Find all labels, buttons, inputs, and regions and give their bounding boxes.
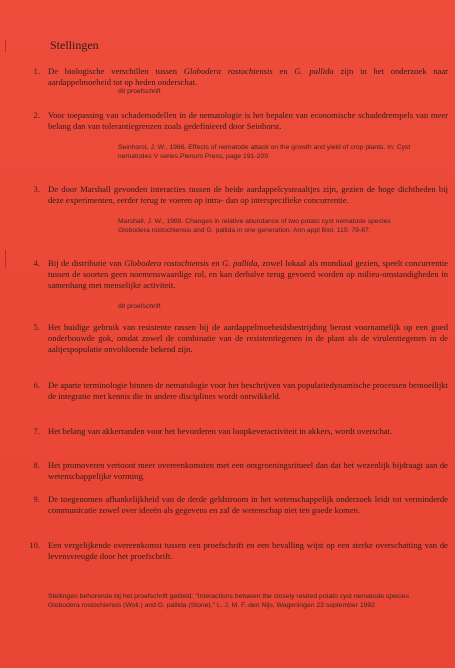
statement-segment: en bbox=[272, 66, 295, 76]
species-name: G. pallida bbox=[222, 258, 258, 268]
statement-segment: De biologische verschillen tussen bbox=[48, 66, 184, 76]
statement-reference: Marshall, J. W., 1989. Changes in relative abundance of two potato cyst nematode species Globodera rostochiensis and G. pallida in one generation. Ann appl Biol. 115: 79-87. bbox=[118, 218, 391, 234]
statement-segment: Het promoveren vertoont meer overeenkomsten met een ontgroeningsritueel dan dat het wezenlijk bijdraagt aan de wetenschappelijke vorming. bbox=[48, 460, 448, 482]
statement-number: 4. bbox=[33, 258, 40, 268]
statement-number: 5. bbox=[33, 322, 40, 332]
statement-text bbox=[48, 460, 448, 482]
statement-text bbox=[48, 426, 448, 437]
statement-reference: dit proefschrift bbox=[118, 88, 161, 95]
statement-text bbox=[48, 494, 448, 516]
statement-number: 9. bbox=[33, 494, 40, 504]
page-title: Stellingen bbox=[50, 38, 99, 52]
statement-segment: Voor toepassing van schademodellen in de nematologie is het bepalen van economische schadedrempels van meer belang dan van tolerantiegrenzen zoals gedefinieerd door Seinhorst. bbox=[48, 110, 448, 132]
statement-number: 7. bbox=[33, 426, 40, 436]
statement-number: 1. bbox=[33, 66, 40, 76]
statement-reference: dit proefschrift bbox=[118, 303, 161, 310]
statement-number: 8. bbox=[33, 460, 40, 470]
species-name: Globodera rostochiensis bbox=[124, 258, 209, 268]
statement-segment: De door Marshall gevonden interacties tussen de beide aardappelcysteaaltjes zijn, gezien de hoge dichtheden bij deze experimenten, eerder terug te voeren op intra- dan op interspecifieke concurrentie. bbox=[48, 184, 448, 206]
statement-reference: Seinhorst, J. W., 1986. Effects of nematode attack on the growth and yield of crop plants. In: Cyst nematodes V series.Plenum Press, page 191-209. bbox=[118, 144, 411, 160]
statement-segment: Bij de distributie van bbox=[48, 258, 125, 268]
species-name: Globodera rostochiensis bbox=[183, 66, 273, 76]
statement-segment: , zowel lokaal als mondiaal gezien, speelt concurrentie tussen de soorten geen noemenswaardige rol, en kan derhalve terug gevoerd worden op milieu-omstandigheden in samenhang met menselijke activiteit. bbox=[48, 258, 448, 291]
statement-segment: Een vergelijkende overeenkomst tussen een proefschrift en een bevalling wijst op een sterke overschatting van de levensvreugde door het proefschrift. bbox=[48, 540, 448, 562]
page-edge-mark bbox=[5, 40, 6, 52]
statement-segment: Het huidige gebruik van resistente rassen bij de aardappelmoeheidsbestrijding berust voornamelijk op een goed onderbouwde gok, omdat zowel de combinatie van de resistentiegenen in de plant als de virulentiegenen in de aaltjespopulatie onvoldoende bekend zijn. bbox=[48, 322, 448, 355]
statement-segment: zijn in het onderzoek naar aardappelmoeheid tot op heden onderschat. bbox=[48, 66, 448, 88]
statement-number: 3. bbox=[33, 184, 40, 194]
statement-segment: De toegenomen afhankelijkheid van de derde geldstroom in het wetenschappelijk onderzoek leidt tot verminderde communicatie zowel over ideeën als gegevens en zal de wetenschap niet ten goede komen. bbox=[48, 494, 448, 516]
statement-text bbox=[48, 110, 448, 132]
statement-text bbox=[48, 540, 448, 562]
statement-segment: De aparte terminologie binnen de nematologie voor het beschrijven van populatiedynamische processen bemoeilijkt de integratie met kennis die in andere disciplines wordt ontwikkeld. bbox=[48, 380, 448, 402]
statement-text bbox=[48, 322, 448, 356]
page-edge-mark bbox=[5, 250, 6, 268]
statement-number: 6. bbox=[33, 380, 40, 390]
statement-text bbox=[48, 66, 448, 88]
statement-text bbox=[48, 380, 448, 402]
statement-segment: en bbox=[208, 258, 223, 268]
species-name: G. pallida bbox=[294, 66, 334, 76]
statement-text bbox=[48, 184, 448, 206]
footer-note: Stellingen behorende bij het proefschrift getiteld: "Interactions between the closely related potato cyst nematode species Globodera rostochiensis (Woll.) and G. pallida (Stone)." L. J. M. F. den Nijs, Wageningen 23 september 1992 bbox=[48, 593, 409, 609]
statement-text bbox=[48, 258, 448, 292]
statement-segment: Het belang van akkerranden voor het bevorderen van loopkeveractiviteit in akkers, wordt overschat. bbox=[48, 426, 393, 436]
statement-number: 2. bbox=[33, 110, 40, 120]
statement-number: 10. bbox=[29, 540, 40, 550]
